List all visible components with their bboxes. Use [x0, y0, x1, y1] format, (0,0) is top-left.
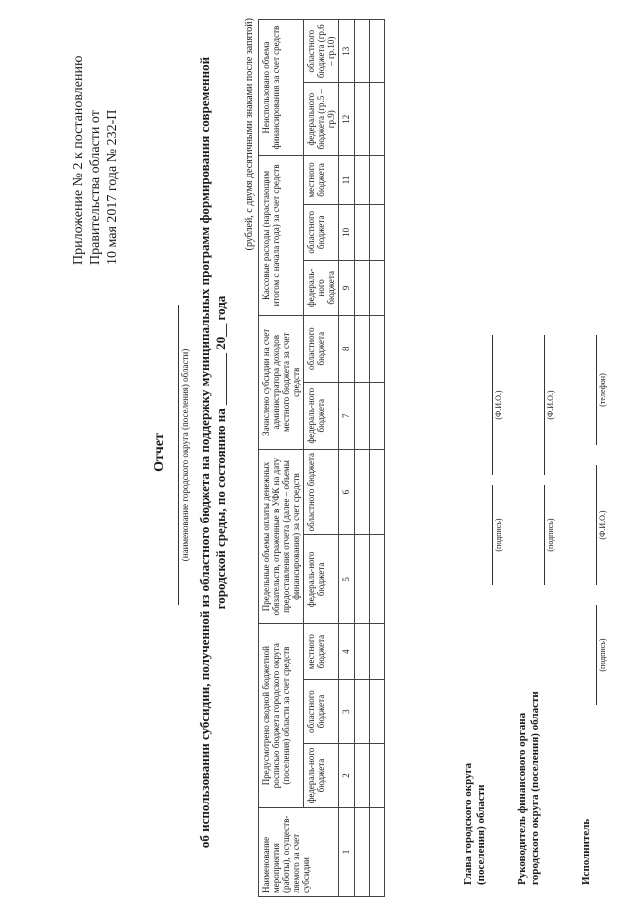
name-caption: (Ф.И.О.) — [598, 510, 607, 540]
units-note: (рублей, с двумя десятичными знаками после запятой) — [244, 18, 255, 251]
signatory-finance-line-2: городского округа (поселения) области — [529, 691, 541, 885]
report-title-line-2: городской среды, по состоянию на ________ 20__ года — [213, 295, 228, 610]
table-row — [370, 20, 385, 897]
signatory-executor-line: Исполнитель — [580, 818, 592, 885]
col-number: 11 — [339, 156, 355, 205]
signature-caption: (подпись) — [546, 518, 555, 552]
sub-header: областного бюджета — [304, 449, 339, 535]
col-header-group-5: Неиспользовано объема финансирования за счет средств — [259, 20, 304, 156]
col-header-group-3: Зачислено субсидии на счет администратора доходов местного бюджета за счет средств — [259, 315, 304, 449]
name-caption: (Ф.И.О.) — [546, 390, 555, 420]
appendix-line-3: 10 мая 2017 года № 232-П — [105, 109, 120, 265]
col-header-name: Наименование мероприятия (работы), осуществ-ляемого за счет субсидии — [259, 808, 339, 897]
col-number: 6 — [339, 449, 355, 535]
signatory-head-line-1: Глава городского округа — [462, 762, 474, 885]
report-table — [258, 19, 385, 897]
phone-line — [596, 335, 597, 445]
report-heading: Отчет — [152, 433, 167, 472]
sub-header: областного бюджета — [304, 204, 339, 260]
col-number: 12 — [339, 83, 355, 156]
col-header-group-2: Предельные объемы оплаты денежных обязательств, отраженные в УФК на дату предоставления отчета (далее – объемы финансирования) за счет средств — [259, 449, 304, 623]
sub-header: федераль-ного бюджета — [304, 382, 339, 449]
appendix-block — [70, 56, 121, 265]
sub-header: федераль-ного бюджета — [304, 744, 339, 808]
signature-caption: (подпись) — [494, 518, 503, 552]
sub-header: областного бюджета — [304, 680, 339, 744]
signatory-executor — [580, 819, 593, 885]
table-row — [355, 20, 370, 897]
signature-line — [596, 605, 597, 705]
col-header-group-4: Кассовые расходы (нарастающим итогом с начала года) за счет средств — [259, 156, 304, 316]
signatory-finance-line-1: Руководитель финансового органа — [516, 712, 528, 885]
col-number: 13 — [339, 20, 355, 83]
signature-line — [492, 485, 493, 585]
col-number: 1 — [339, 808, 355, 897]
sub-header: федераль-ного бюджета — [304, 260, 339, 315]
appendix-line-1: Приложение № 2 к постановлению — [71, 55, 86, 265]
col-number: 7 — [339, 382, 355, 449]
name-line — [596, 465, 597, 585]
col-number: 8 — [339, 315, 355, 382]
name-line — [492, 335, 493, 475]
col-number: 9 — [339, 260, 355, 315]
name-caption: (Ф.И.О.) — [494, 390, 503, 420]
sub-header: областного бюджета (гр.6 – гр.10) — [304, 20, 339, 83]
phone-caption: (телефон) — [598, 373, 607, 407]
appendix-line-2: Правительства области от — [88, 110, 103, 265]
col-number: 4 — [339, 624, 355, 680]
sub-header: областного бюджета — [304, 315, 339, 382]
signatory-head — [462, 763, 488, 885]
signature-line — [544, 485, 545, 585]
signatory-head-line-2: (поселения) области — [475, 784, 487, 885]
col-number: 2 — [339, 744, 355, 808]
sub-header: федерального бюджета (гр.5 – гр.9) — [304, 83, 339, 156]
name-line — [544, 335, 545, 475]
sub-header: местного бюджета — [304, 156, 339, 205]
name-underline — [178, 305, 179, 605]
signature-caption: (подпись) — [598, 638, 607, 672]
name-caption: (наименование городского округа (поселения) области) — [180, 348, 190, 562]
report-title-line-1: об использовании субсидии, полученной из областного бюджета на поддержку муниципальных программ формирования современной — [197, 56, 212, 849]
sub-header: федераль-ного бюджета — [304, 535, 339, 624]
col-number: 3 — [339, 680, 355, 744]
signatory-finance — [516, 691, 542, 885]
report-title — [197, 0, 229, 905]
sub-header: местного бюджета — [304, 624, 339, 680]
col-number: 10 — [339, 204, 355, 260]
col-number: 5 — [339, 535, 355, 624]
col-header-group-1: Предусмотрено сводной бюджетной росписью бюджета городского округа (поселения) области за счет средств — [259, 624, 304, 808]
